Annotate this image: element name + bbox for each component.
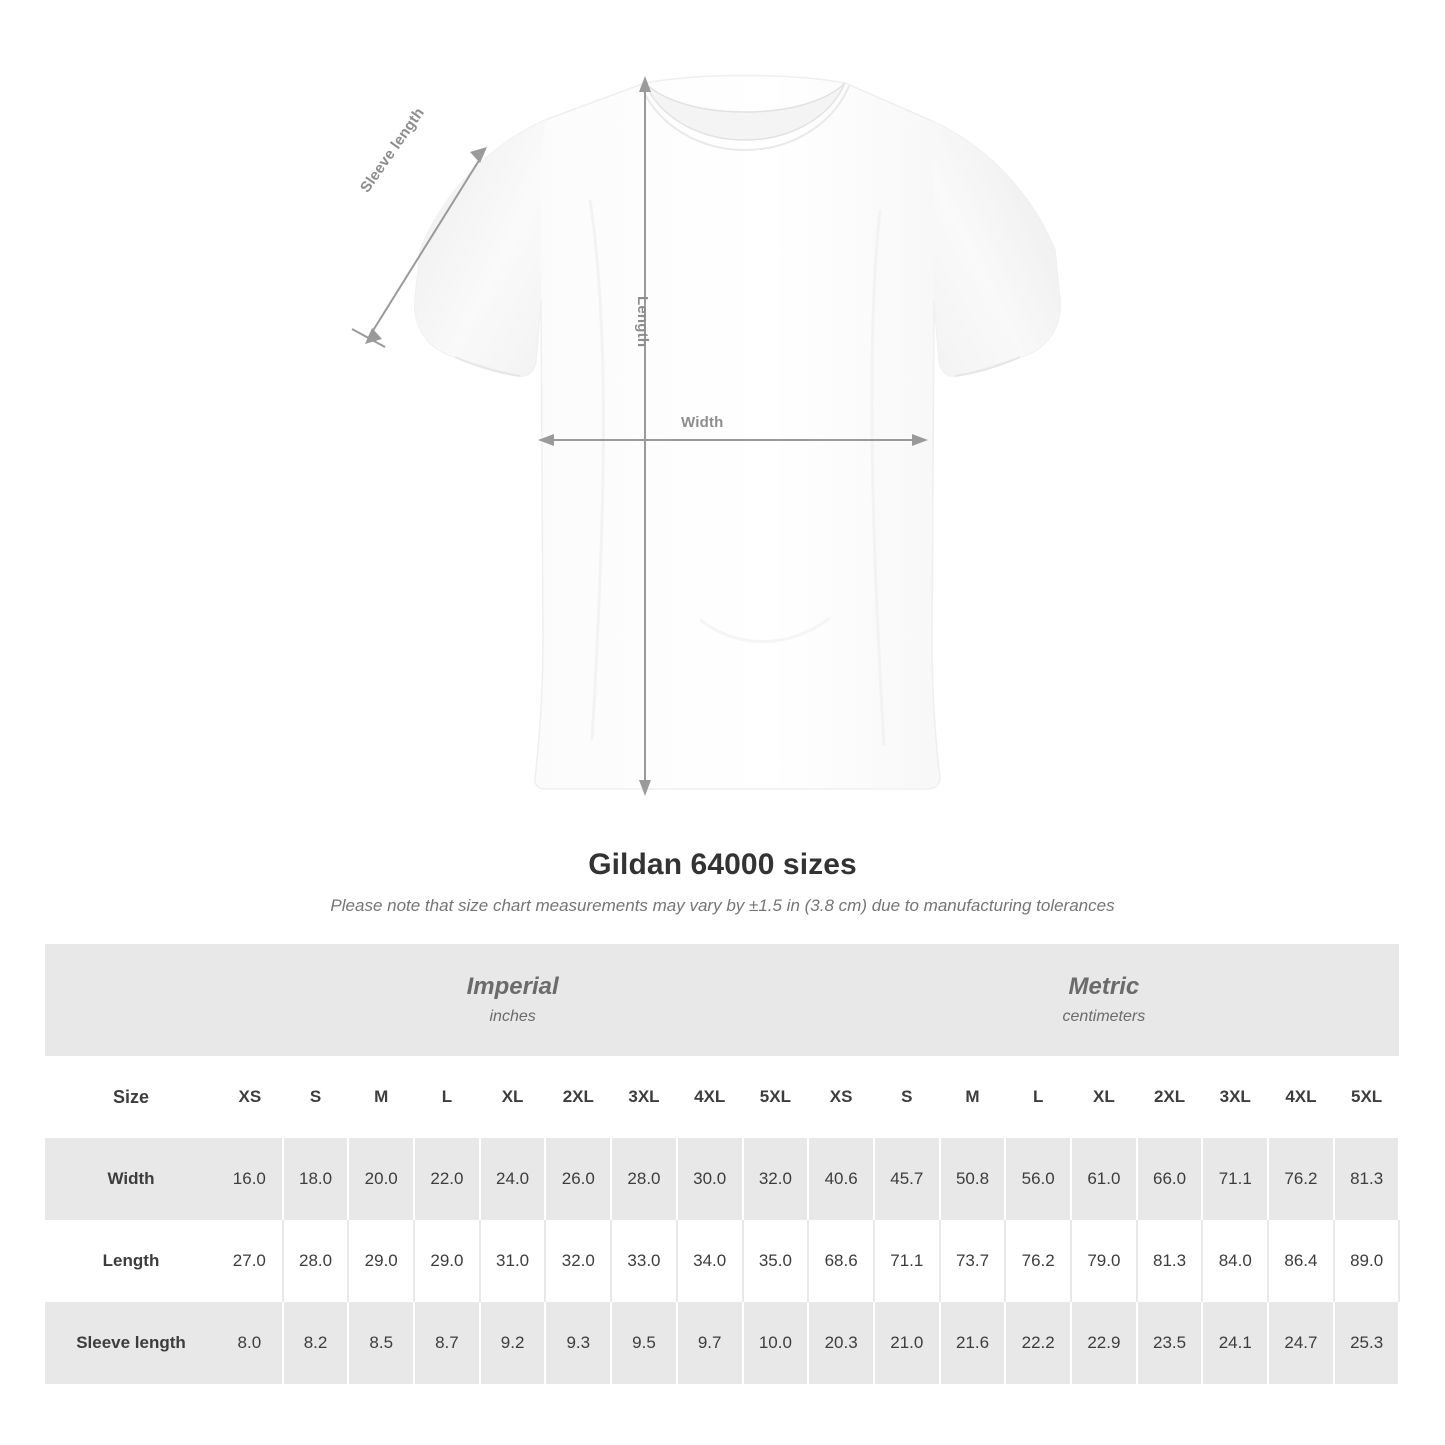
unit-group-imperial <box>217 944 808 1056</box>
measurement-row-label: Width <box>45 1138 217 1220</box>
unit-header-row <box>45 944 1399 1056</box>
size-header-label: Size <box>112 1086 150 1107</box>
measurement-cell: 20.0 <box>348 1138 414 1220</box>
measurement-cell: 25.3 <box>1334 1302 1400 1384</box>
measurement-cell: 31.0 <box>480 1220 546 1302</box>
measurement-cell: 8.7 <box>414 1302 480 1384</box>
size-column-header: 2XL <box>1153 1087 1186 1106</box>
table-row <box>45 1220 1399 1302</box>
measurement-cell: 84.0 <box>1202 1220 1268 1302</box>
measurement-cell: 40.6 <box>808 1138 874 1220</box>
measurement-cell: 28.0 <box>283 1220 349 1302</box>
table-row <box>45 1302 1399 1384</box>
measurement-cell: 10.0 <box>743 1302 809 1384</box>
measurement-cell: 24.1 <box>1202 1302 1268 1384</box>
size-column-header: 3XL <box>1219 1087 1251 1106</box>
size-column-header: 5XL <box>759 1087 791 1106</box>
size-column-header: XL <box>501 1087 524 1106</box>
measurement-cell: 20.3 <box>808 1302 874 1384</box>
measurement-cell: 61.0 <box>1071 1138 1137 1220</box>
unit-group-sub: inches <box>489 1008 536 1026</box>
measurement-cell: 9.3 <box>545 1302 611 1384</box>
measurement-cell: 8.0 <box>217 1302 283 1384</box>
size-column-header: L <box>1032 1087 1044 1106</box>
unit-group-name: Metric <box>1068 972 1140 1000</box>
measurement-cell: 50.8 <box>940 1138 1006 1220</box>
measurement-cell: 21.6 <box>940 1302 1006 1384</box>
measurement-cell: 24.7 <box>1268 1302 1334 1384</box>
length-label: Length <box>634 296 651 348</box>
measurement-cell: 8.2 <box>283 1302 349 1384</box>
measurement-cell: 73.7 <box>940 1220 1006 1302</box>
measurement-cell: 9.2 <box>480 1302 546 1384</box>
measurement-cell: 89.0 <box>1334 1220 1400 1302</box>
size-column-header: 4XL <box>694 1087 726 1106</box>
measurement-row-label: Length <box>45 1220 217 1302</box>
measurement-cell: 71.1 <box>874 1220 940 1302</box>
table-row <box>45 1138 1399 1220</box>
measurement-cell: 32.0 <box>545 1220 611 1302</box>
measurement-cell: 30.0 <box>677 1138 743 1220</box>
measurement-cell: 81.3 <box>1137 1220 1203 1302</box>
size-header-row <box>45 1056 1399 1138</box>
size-column-header: M <box>965 1087 980 1106</box>
unit-header-spacer <box>45 944 217 1056</box>
measurement-cell: 66.0 <box>1137 1138 1203 1220</box>
unit-group-metric <box>808 944 1399 1056</box>
page-title: Gildan 64000 sizes <box>588 848 857 881</box>
measurement-cell: 29.0 <box>348 1220 414 1302</box>
measurement-cell: 28.0 <box>611 1138 677 1220</box>
measurement-cell: 33.0 <box>611 1220 677 1302</box>
measurement-cell: 24.0 <box>480 1138 546 1220</box>
size-column-header: 3XL <box>628 1087 660 1106</box>
measurement-cell: 27.0 <box>217 1220 283 1302</box>
size-table-wrapper <box>45 944 1400 1384</box>
measurement-cell: 16.0 <box>217 1138 283 1220</box>
measurement-cell: 26.0 <box>545 1138 611 1220</box>
measurement-cell: 35.0 <box>743 1220 809 1302</box>
size-column-header: M <box>374 1087 389 1106</box>
measurement-cell: 8.5 <box>348 1302 414 1384</box>
size-column-header: XL <box>1092 1087 1115 1106</box>
measurement-cell: 21.0 <box>874 1302 940 1384</box>
width-label: Width <box>681 414 724 431</box>
size-column-header: XS <box>829 1087 853 1106</box>
title-block <box>0 848 1445 916</box>
size-column-header: XS <box>238 1087 262 1106</box>
measurement-cell: 71.1 <box>1202 1138 1268 1220</box>
measurement-cell: 56.0 <box>1005 1138 1071 1220</box>
measurement-cell: 22.0 <box>414 1138 480 1220</box>
measurement-cell: 86.4 <box>1268 1220 1334 1302</box>
unit-group-sub: centimeters <box>1062 1008 1146 1026</box>
measurement-cell: 22.9 <box>1071 1302 1137 1384</box>
size-column-header: 5XL <box>1351 1087 1383 1106</box>
measurement-cell: 29.0 <box>414 1220 480 1302</box>
measurement-cell: 81.3 <box>1334 1138 1400 1220</box>
measurement-cell: 34.0 <box>677 1220 743 1302</box>
measurement-cell: 9.7 <box>677 1302 743 1384</box>
measurement-cell: 9.5 <box>611 1302 677 1384</box>
measurement-cell: 45.7 <box>874 1138 940 1220</box>
unit-group-name: Imperial <box>466 972 559 1000</box>
size-column-header: L <box>441 1087 453 1106</box>
size-column-header: 2XL <box>562 1087 594 1106</box>
size-table <box>45 944 1400 1384</box>
right-sleeve <box>930 120 1060 376</box>
measurement-cell: 18.0 <box>283 1138 349 1220</box>
measurement-cell: 32.0 <box>743 1138 809 1220</box>
size-column-header: 4XL <box>1285 1087 1317 1106</box>
measurement-cell: 79.0 <box>1071 1220 1137 1302</box>
measurement-row-label: Sleeve length <box>45 1302 217 1384</box>
measurement-cell: 23.5 <box>1137 1302 1203 1384</box>
measurement-cell: 68.6 <box>808 1220 874 1302</box>
measurement-cell: 76.2 <box>1005 1220 1071 1302</box>
measurement-cell: 22.2 <box>1005 1302 1071 1384</box>
measurement-cell: 76.2 <box>1268 1138 1334 1220</box>
tolerance-note: Please note that size chart measurements may vary by ±1.5 in (3.8 cm) due to manufacturing tolerances <box>330 896 1115 915</box>
size-column-header: S <box>901 1087 913 1106</box>
sleeve-length-label: Sleeve length <box>357 104 428 196</box>
size-column-header: S <box>309 1087 322 1106</box>
